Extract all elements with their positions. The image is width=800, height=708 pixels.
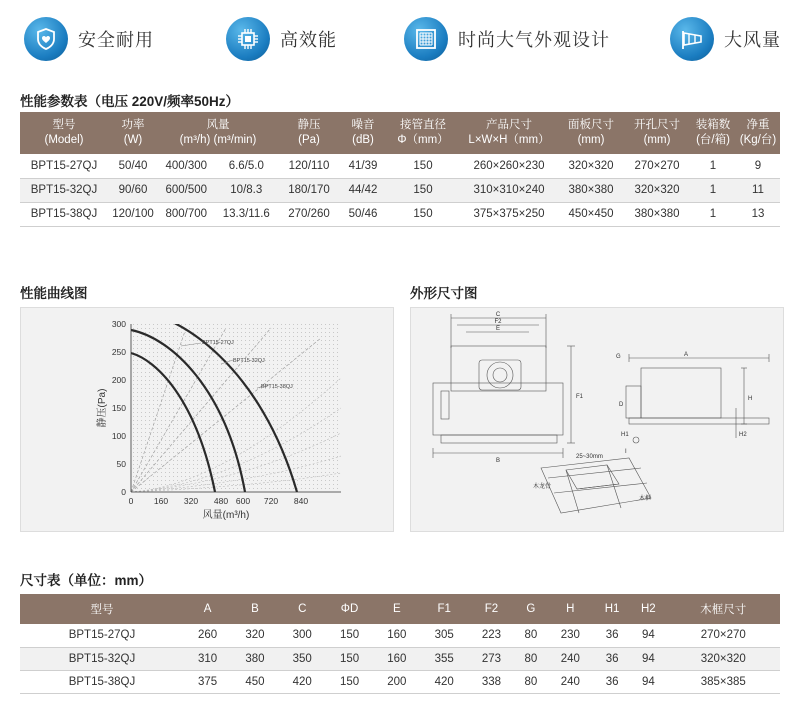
table-cell: 375 bbox=[184, 670, 231, 693]
table-cell: 375×375×250 bbox=[460, 202, 558, 226]
spec-header-row bbox=[20, 112, 780, 154]
spec-header-duct: 接管直径 Φ（mm） bbox=[386, 112, 460, 154]
table-cell: 13.3/11.6 bbox=[215, 202, 278, 226]
y-tick: 200 bbox=[111, 375, 126, 385]
table-cell: 230 bbox=[547, 624, 594, 647]
table-cell: 310 bbox=[184, 647, 231, 670]
table-cell: 320×320 bbox=[666, 647, 780, 670]
column-header: H2 bbox=[630, 594, 666, 624]
table-cell: BPT15-38QJ bbox=[20, 202, 108, 226]
spec-header-weight: 净重 (Kg/台) bbox=[736, 112, 780, 154]
table-cell: 338 bbox=[468, 670, 515, 693]
x-tick: 160 bbox=[153, 496, 169, 506]
table-cell: 150 bbox=[326, 624, 373, 647]
dimension-drawing bbox=[411, 308, 783, 531]
table-cell: 41/39 bbox=[340, 154, 386, 178]
table-cell: 9 bbox=[736, 154, 780, 178]
table-cell: 6.6/5.0 bbox=[215, 154, 278, 178]
dim-label-f1: F1 bbox=[576, 394, 584, 400]
drawing-panel bbox=[410, 307, 784, 532]
table-cell: 420 bbox=[421, 670, 468, 693]
dim-label-h2: H2 bbox=[739, 432, 747, 438]
ceiling-frame-view bbox=[541, 458, 651, 513]
x-tick-labels bbox=[129, 496, 309, 506]
curve-title: 性能曲线图 bbox=[20, 286, 88, 301]
table-row bbox=[20, 624, 780, 647]
table-cell: 120/110 bbox=[278, 154, 340, 178]
column-header: F2 bbox=[468, 594, 515, 624]
column-header: 型号 bbox=[20, 594, 184, 624]
table-cell: 150 bbox=[386, 202, 460, 226]
table-cell: 420 bbox=[279, 670, 326, 693]
table-cell: 380×380 bbox=[558, 178, 624, 202]
table-cell: 800/700 bbox=[158, 202, 215, 226]
feature-airflow bbox=[670, 14, 781, 64]
chip-icon bbox=[226, 17, 270, 61]
table-cell: 80 bbox=[515, 647, 547, 670]
dim-label-d: D bbox=[619, 402, 624, 408]
feature-bar bbox=[0, 14, 800, 64]
table-cell: 90/60 bbox=[108, 178, 158, 202]
spec-header-product-size: 产品尺寸 L×W×H（mm） bbox=[460, 112, 558, 154]
table-cell: 50/40 bbox=[108, 154, 158, 178]
table-cell: 150 bbox=[386, 154, 460, 178]
table-cell: 160 bbox=[373, 647, 420, 670]
table-cell: BPT15-27QJ bbox=[20, 154, 108, 178]
spec-header-pack-qty: 装箱数 (台/箱) bbox=[690, 112, 736, 154]
dimension-labels bbox=[494, 312, 752, 502]
spec-header-power: 功率 (W) bbox=[108, 112, 158, 154]
dim-label-b: B bbox=[495, 458, 501, 464]
table-row bbox=[20, 202, 780, 226]
table-row bbox=[20, 154, 780, 178]
grille-icon bbox=[404, 17, 448, 61]
table-cell: 10/8.3 bbox=[215, 178, 278, 202]
table-cell: 80 bbox=[515, 670, 547, 693]
dim-label-g: G bbox=[616, 354, 621, 360]
table-cell: 1 bbox=[690, 154, 736, 178]
dims-title: 尺寸表（单位：mm） bbox=[20, 573, 153, 588]
x-tick: 480 bbox=[213, 496, 229, 506]
column-header: C bbox=[279, 594, 326, 624]
spec-table bbox=[20, 112, 780, 227]
table-cell: 36 bbox=[594, 647, 630, 670]
dims-header-row bbox=[20, 594, 780, 624]
y-tick: 0 bbox=[121, 487, 126, 497]
y-axis-label: 静压(Pa) bbox=[97, 388, 108, 428]
column-header: B bbox=[231, 594, 278, 624]
shield-heart-icon bbox=[24, 17, 68, 61]
spec-header-cutout-size: 开孔尺寸 (mm) bbox=[624, 112, 690, 154]
curve-label: BPT15-38QJ bbox=[261, 384, 293, 390]
spec-header-pressure: 静压 (Pa) bbox=[278, 112, 340, 154]
x-axis-label: 风量(m³/h) bbox=[202, 510, 250, 521]
table-cell: 380×380 bbox=[624, 202, 690, 226]
x-tick: 320 bbox=[183, 496, 199, 506]
table-cell: 320×320 bbox=[558, 154, 624, 178]
x-tick: 720 bbox=[263, 496, 279, 506]
feature-label: 高效能 bbox=[280, 30, 337, 50]
table-cell: 223 bbox=[468, 624, 515, 647]
table-cell: 300 bbox=[279, 624, 326, 647]
dims-body bbox=[20, 624, 780, 693]
table-cell: 310×310×240 bbox=[460, 178, 558, 202]
x-tick: 600 bbox=[235, 496, 251, 506]
table-row bbox=[20, 647, 780, 670]
table-cell: 450 bbox=[231, 670, 278, 693]
table-cell: 380 bbox=[231, 647, 278, 670]
feature-efficiency bbox=[226, 14, 337, 64]
feature-design bbox=[404, 14, 610, 64]
y-tick: 150 bbox=[111, 403, 126, 413]
table-cell: 270/260 bbox=[278, 202, 340, 226]
y-tick: 100 bbox=[111, 431, 126, 441]
column-header: E bbox=[373, 594, 420, 624]
dim-label-c: C bbox=[495, 312, 501, 318]
x-tick: 0 bbox=[128, 496, 134, 506]
table-cell: 600/500 bbox=[158, 178, 215, 202]
table-cell: 1 bbox=[690, 202, 736, 226]
table-cell: 94 bbox=[630, 624, 666, 647]
table-cell: BPT15-38QJ bbox=[20, 670, 184, 693]
curve-label: BPT15-32QJ bbox=[233, 358, 265, 364]
dim-label-gap: 25~30mm bbox=[576, 454, 603, 460]
table-cell: 94 bbox=[630, 670, 666, 693]
table-cell: 385×385 bbox=[666, 670, 780, 693]
table-cell: 270×270 bbox=[666, 624, 780, 647]
y-tick: 250 bbox=[111, 347, 126, 357]
table-cell: 160 bbox=[373, 624, 420, 647]
spec-header-model: 型号 (Model) bbox=[20, 112, 108, 154]
table-cell: 320 bbox=[231, 624, 278, 647]
y-tick-labels bbox=[112, 319, 126, 497]
column-header: F1 bbox=[421, 594, 468, 624]
table-row bbox=[20, 670, 780, 693]
dim-label-h1: H1 bbox=[621, 432, 629, 438]
spec-body bbox=[20, 154, 780, 226]
table-cell: 11 bbox=[736, 178, 780, 202]
table-cell: BPT15-27QJ bbox=[20, 624, 184, 647]
spec-title: 性能参数表（电压 220V/频率50Hz） bbox=[20, 94, 240, 109]
table-cell: 240 bbox=[547, 647, 594, 670]
table-cell: 350 bbox=[279, 647, 326, 670]
table-cell: 450×450 bbox=[558, 202, 624, 226]
table-cell: 260×260×230 bbox=[460, 154, 558, 178]
table-cell: 1 bbox=[690, 178, 736, 202]
table-cell: BPT15-32QJ bbox=[20, 178, 108, 202]
table-cell: 120/100 bbox=[108, 202, 158, 226]
dim-label-f2: F2 bbox=[494, 319, 502, 325]
windsock-icon bbox=[670, 17, 714, 61]
feature-label: 大风量 bbox=[724, 30, 781, 50]
column-header: ΦD bbox=[326, 594, 373, 624]
table-cell: 44/42 bbox=[340, 178, 386, 202]
table-cell: 180/170 bbox=[278, 178, 340, 202]
dim-label-a: A bbox=[683, 352, 689, 358]
front-view bbox=[433, 314, 575, 458]
dims-table bbox=[20, 594, 780, 694]
column-header: A bbox=[184, 594, 231, 624]
table-cell: 36 bbox=[594, 624, 630, 647]
table-row bbox=[20, 178, 780, 202]
dim-label-h: H bbox=[748, 396, 753, 402]
table-cell: 36 bbox=[594, 670, 630, 693]
table-cell: 94 bbox=[630, 647, 666, 670]
table-cell: 150 bbox=[386, 178, 460, 202]
curve-label: BPT15-27QJ bbox=[202, 340, 234, 346]
column-header: 木框尺寸 bbox=[666, 594, 780, 624]
y-tick: 50 bbox=[116, 459, 126, 469]
column-header: G bbox=[515, 594, 547, 624]
table-cell: 270×270 bbox=[624, 154, 690, 178]
curve-panel bbox=[20, 307, 394, 532]
table-cell: 305 bbox=[421, 624, 468, 647]
x-tick: 840 bbox=[293, 496, 309, 506]
table-cell: 320×320 bbox=[624, 178, 690, 202]
dim-label-i: I bbox=[625, 449, 627, 455]
feature-label: 时尚大气外观设计 bbox=[458, 30, 610, 50]
table-cell: 13 bbox=[736, 202, 780, 226]
column-header: H1 bbox=[594, 594, 630, 624]
table-cell: 400/300 bbox=[158, 154, 215, 178]
table-cell: 80 bbox=[515, 624, 547, 647]
feature-durable bbox=[24, 14, 154, 64]
dim-label-joist: 木龙骨 bbox=[533, 484, 552, 490]
table-cell: 200 bbox=[373, 670, 420, 693]
y-tick: 300 bbox=[111, 319, 126, 329]
table-cell: 150 bbox=[326, 670, 373, 693]
spec-header-airflow: 风量 (m³/h) (m³/min) bbox=[158, 112, 278, 154]
drawing-title: 外形尺寸图 bbox=[410, 286, 478, 301]
curve-svg bbox=[21, 308, 393, 531]
column-header: H bbox=[547, 594, 594, 624]
table-cell: 273 bbox=[468, 647, 515, 670]
dim-label-frame: 木框 bbox=[639, 496, 652, 502]
table-cell: 260 bbox=[184, 624, 231, 647]
table-cell: 50/46 bbox=[340, 202, 386, 226]
dim-label-e: E bbox=[495, 326, 501, 332]
feature-label: 安全耐用 bbox=[78, 30, 154, 50]
table-cell: BPT15-32QJ bbox=[20, 647, 184, 670]
table-cell: 355 bbox=[421, 647, 468, 670]
spec-header-noise: 噪音 (dB) bbox=[340, 112, 386, 154]
table-cell: 240 bbox=[547, 670, 594, 693]
spec-header-panel-size: 面板尺寸 (mm) bbox=[558, 112, 624, 154]
table-cell: 150 bbox=[326, 647, 373, 670]
